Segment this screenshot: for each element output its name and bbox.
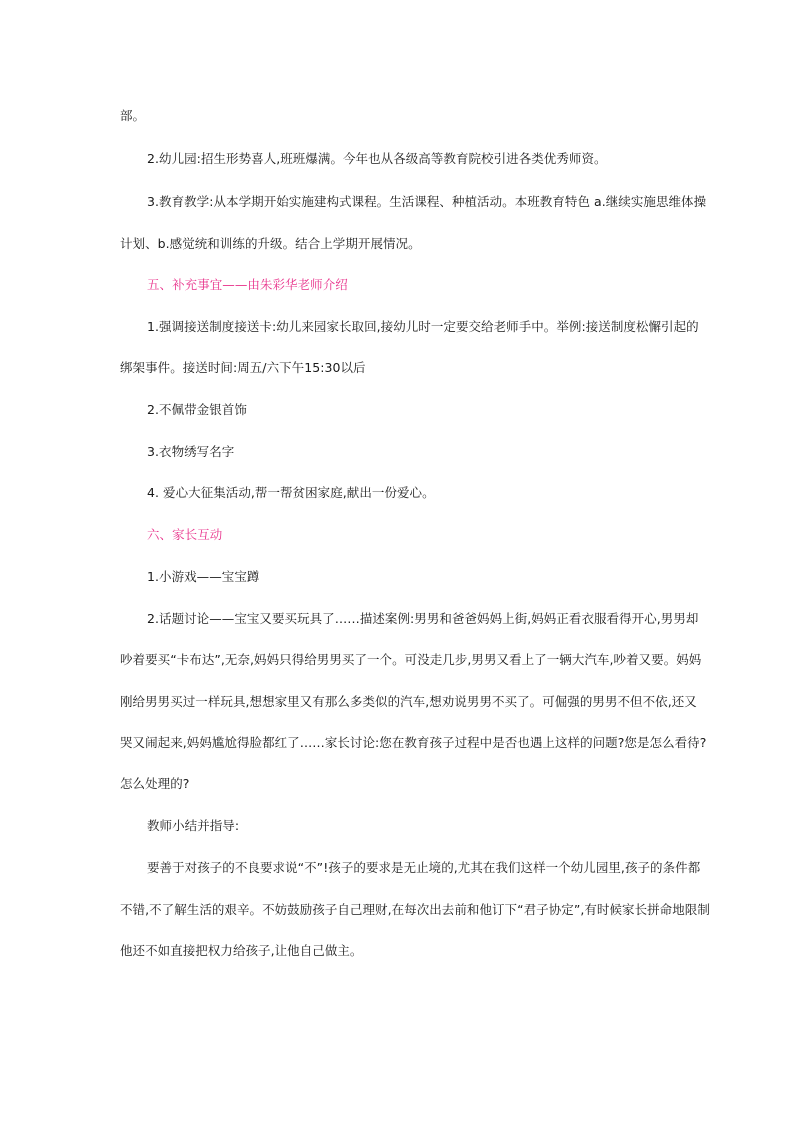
paragraph-topic-discussion: 2.话题讨论——宝宝又要买玩具了……描述案例:男男和爸爸妈妈上街,妈妈正看衣服看得开心,男男却 — [147, 611, 699, 626]
list-item-charity: 4. 爱心大征集活动,帮一帮贫困家庭,献出一份爱心。 — [147, 485, 435, 500]
paragraph-line: 怎么处理的? — [120, 776, 190, 791]
paragraph-guidance: 要善于对孩子的不良要求说“不”!孩子的要求是无止境的,尤其在我们这样一个幼儿园里,孩子的条件都 — [147, 860, 701, 875]
paragraph-pickup-rules: 1.强调接送制度接送卡:幼儿来园家长取回,接幼儿时一定要交给老师手中。举例:接送制度松懈引起的 — [147, 319, 699, 334]
list-item-game: 1.小游戏——宝宝蹲 — [147, 569, 260, 584]
paragraph-line: 计划、b.感觉统和训练的升级。结合上学期开展情况。 — [120, 236, 421, 251]
paragraph-kindergarten-enrollment: 2.幼儿园:招生形势喜人,班班爆满。今年也从各级高等教育院校引进各类优秀师资。 — [147, 151, 607, 166]
paragraph-line: 刚给男男买过一样玩具,想想家里又有那么多类似的汽车,想劝说男男不买了。可倔强的男男不但不依,还又 — [120, 694, 697, 709]
section-heading-parent-interaction: 六、家长互动 — [147, 527, 223, 542]
paragraph-line: 哭又闹起来,妈妈尴尬得脸都红了……家长讨论:您在教育孩子过程中是否也遇上这样的问题?您是怎么看待? — [120, 735, 707, 750]
paragraph-line: 部。 — [120, 108, 146, 123]
paragraph-line: 吵着要买“卡布达”,无奈,妈妈只得给男男买了一个。可没走几步,男男又看上了一辆大汽车,吵着又要。妈妈 — [120, 652, 702, 667]
paragraph-line: 绑架事件。接送时间:周五/六下午15:30以后 — [120, 360, 366, 375]
paragraph-teacher-summary: 教师小结并指导: — [147, 818, 240, 833]
paragraph-teaching: 3.教育教学:从本学期开始实施建构式课程。生活课程、种植活动。本班教育特色 a.继续实施思维体操 — [147, 194, 707, 209]
paragraph-line: 不错,不了解生活的艰辛。不妨鼓励孩子自己理财,在每次出去前和他订下“君子协定”,有时候家长拼命地限制 — [120, 902, 710, 917]
list-item-no-jewelry: 2.不佩带金银首饰 — [147, 402, 247, 417]
section-heading-supplementary: 五、补充事宜——由朱彩华老师介绍 — [147, 277, 348, 292]
paragraph-line: 他还不如直接把权力给孩子,让他自己做主。 — [120, 943, 363, 958]
list-item-clothing-names: 3.衣物绣写名字 — [147, 444, 235, 459]
